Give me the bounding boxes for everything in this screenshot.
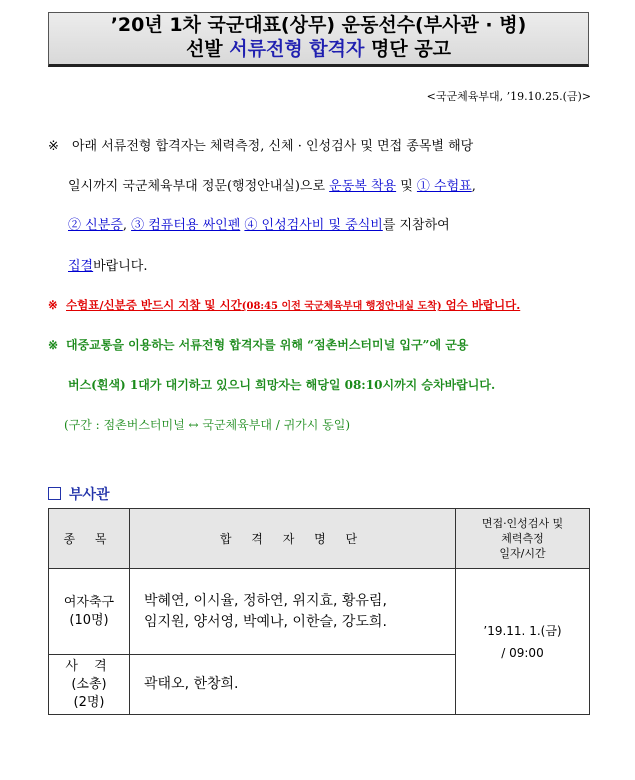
notice-1-text-line1: 아래 서류전형 합격자는 체력측정, 신체 · 인성검사 및 면접 종목별 해당 <box>72 139 474 154</box>
section-heading <box>48 484 110 504</box>
title-highlight: 서류전형 합격자 <box>229 38 365 60</box>
notice-2-b: (08:45 이전 국군체육부대 행정안내실 도착) <box>241 301 442 312</box>
header-time-l3: 일자/시간 <box>499 547 546 560</box>
notice-1-text-line4 <box>68 258 148 276</box>
event-count: (10명) <box>69 612 109 628</box>
issue-date: <국군체육부대, ’19.10.25.(금)> <box>426 90 591 103</box>
notice-1-l3-b: , <box>122 218 132 233</box>
exam-date: ’19.11. 1.(금) <box>483 623 562 638</box>
table-row <box>49 569 590 655</box>
title-prefix: 선발 <box>185 38 230 60</box>
section-title: 부사관 <box>69 487 110 503</box>
checkbox-square-icon <box>48 487 61 500</box>
names-cell <box>130 569 456 655</box>
id-card-item: ② 신분증 <box>68 218 123 233</box>
notice-mark: ※ <box>48 298 58 312</box>
notice-mark: ※ <box>48 139 59 154</box>
header-time-l2: 체력측정 <box>501 532 544 545</box>
notice-1-l2-c: 및 <box>396 179 417 194</box>
notice-1-text-line2 <box>68 178 476 196</box>
notice-mark: ※ <box>48 338 59 352</box>
notice-3-text-line3: (구간 : 점촌버스터미널 ↔ 국군체육부대 / 귀가시 동일) <box>64 418 351 432</box>
assemble-word: 집결 <box>68 259 94 274</box>
names-line: 곽태오, 한창희. <box>144 676 239 692</box>
notice-2-c: 엄수 바랍니다. <box>441 298 521 312</box>
event-sub: (소총) <box>71 676 107 692</box>
header-time <box>456 509 590 569</box>
event-cell <box>49 655 130 715</box>
header-time-l1: 면접·인성검사 및 <box>481 517 564 530</box>
names-line: 박혜연, 이시율, 정하연, 위지효, 황유림, <box>144 592 387 609</box>
event-count: (2명) <box>73 694 105 710</box>
page-title-line2 <box>49 37 588 61</box>
notice-1-l4-b: 바랍니다. <box>93 259 148 274</box>
notice-3-text-line2: 버스(흰색) 1대가 대기하고 있으니 희망자는 해당일 08:10시까지 승차바랍니다. <box>68 378 496 392</box>
header-names: 합 격 자 명 단 <box>130 509 456 569</box>
names-cell <box>130 655 456 715</box>
page-title-line1: ’20년 1차 국군대표(상무) 운동선수(부사관 · 병) <box>110 14 527 36</box>
fee-item: ④ 인성검사비 및 중식비 <box>244 218 383 233</box>
table-header-row <box>49 509 590 569</box>
notice-1-text-line3 <box>68 217 450 235</box>
event-cell <box>49 569 130 655</box>
exam-time: / 09:00 <box>501 645 544 660</box>
event-name: 여자축구 <box>63 594 115 610</box>
header-event: 종 목 <box>49 509 130 569</box>
exam-ticket-item: ① 수험표 <box>416 179 472 194</box>
notice-1-l3-f: 를 지참하여 <box>382 218 450 233</box>
notice-1-l2-a: 일시까지 국군체육부대 정문(행정안내실)으로 <box>68 179 330 194</box>
notice-1-l2-e: , <box>471 179 476 194</box>
event-name: 사 격 <box>65 658 113 674</box>
notice-3-text-line1: 대중교통을 이용하는 서류전형 합격자를 위해 “점촌버스터미널 입구”에 군용 <box>66 338 469 352</box>
notice-2-a: 수험표/신분증 반드시 지참 및 시간 <box>66 298 242 312</box>
time-cell <box>456 569 590 715</box>
roster-table <box>48 508 590 715</box>
sportswear-item: 운동복 착용 <box>329 179 397 194</box>
title-box <box>48 12 589 67</box>
notice-2-text <box>66 296 520 316</box>
sign-pen-item: ③ 컴퓨터용 싸인펜 <box>131 218 241 233</box>
title-suffix: 명단 공고 <box>364 38 452 60</box>
names-line: 임지원, 양서영, 박예나, 이한슬, 강도희. <box>144 613 387 630</box>
